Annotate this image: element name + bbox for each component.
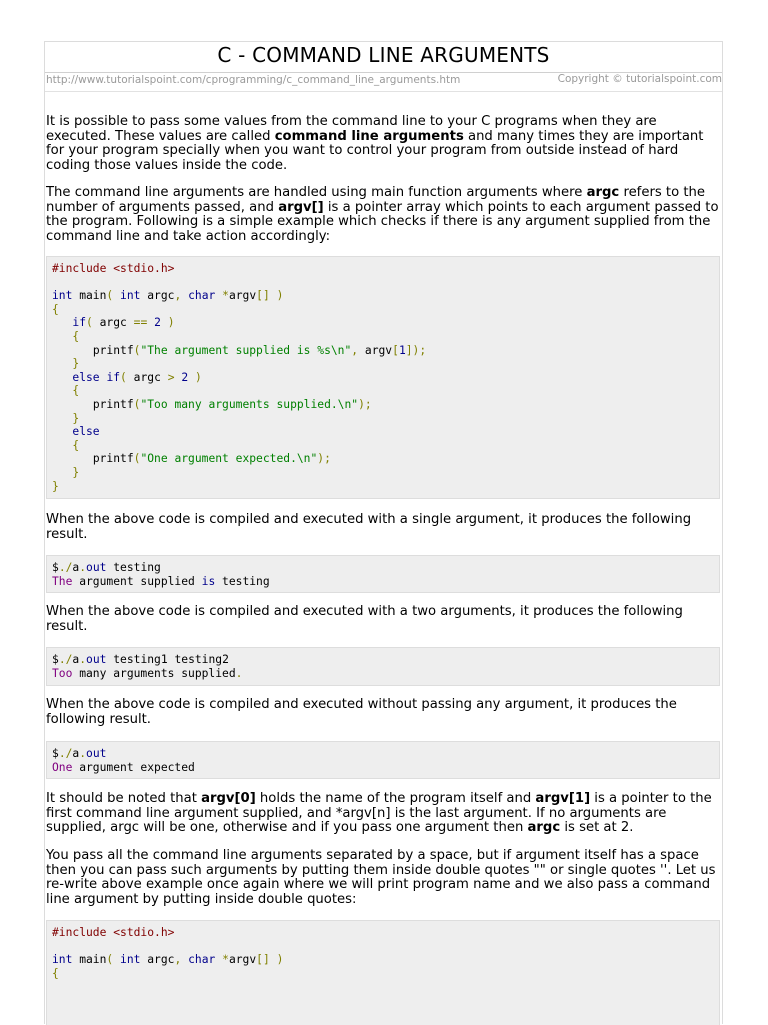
quoted-arguments-paragraph: You pass all the command line arguments separated by a space, but if argument itself has a space then you can pass such arguments by putting them inside double quotes "" or single quotes ''. Let us re-write above example once again where we will print program name and we also pass a command line argument by putting inside double quotes: — [46, 848, 716, 907]
output-block-no-argument: $./a.out One argument expected — [46, 741, 720, 779]
code-block-example-1: #include <stdio.h> int main( int argc, char *argv[] ) { if( argc == 2 ) { printf("The argument supplied is %s\n", argv[1]); } else if( argc > 2 ) { printf("Too many arguments supplied.\n"); } else { printf("One argument expected.\n"); } } — [46, 256, 720, 499]
output-block-single-argument: $./a.out testing The argument supplied is testing — [46, 555, 720, 593]
argv-note-paragraph: It should be noted that argv[0] holds the name of the program itself and argv[1] is a pointer to the first command line argument supplied, and *argv[n] is the last argument. If no arguments are supplied, argc will be one, otherwise and if you pass one argument then argc is set at 2. — [46, 791, 712, 836]
intro-paragraph: It is possible to pass some values from the command line to your C programs when they are executed. These values are called command line arguments and many times they are important for your program specially when you want to control your program from outside instead of hard coding those values inside the code. — [46, 114, 704, 173]
output-block-two-arguments: $./a.out testing1 testing2 Too many arguments supplied. — [46, 647, 720, 686]
single-argument-paragraph: When the above code is compiled and executed with a single argument, it produces the following result. — [46, 512, 692, 542]
two-arguments-paragraph: When the above code is compiled and executed with a two arguments, it produces the following result. — [46, 604, 683, 634]
copyright-notice: Copyright © tutorialspoint.com — [557, 73, 722, 85]
argc-argv-paragraph: The command line arguments are handled using main function arguments where argc refers to the number of arguments passed, and argv[] is a pointer array which points to each argument passed to the program. Following is a simple example which checks if there is any argument supplied from the command line and take action accordingly: — [46, 185, 719, 244]
url-divider — [45, 91, 722, 92]
no-argument-paragraph: When the above code is compiled and executed without passing any argument, it produces the following result. — [46, 697, 677, 727]
page-title: C - COMMAND LINE ARGUMENTS — [217, 43, 550, 67]
source-url[interactable]: http://www.tutorialspoint.com/cprogramming/c_command_line_arguments.htm — [46, 74, 461, 86]
code-block-example-2: #include <stdio.h> int main( int argc, char *argv[] ) { — [46, 920, 720, 1025]
document-page — [44, 41, 723, 1024]
